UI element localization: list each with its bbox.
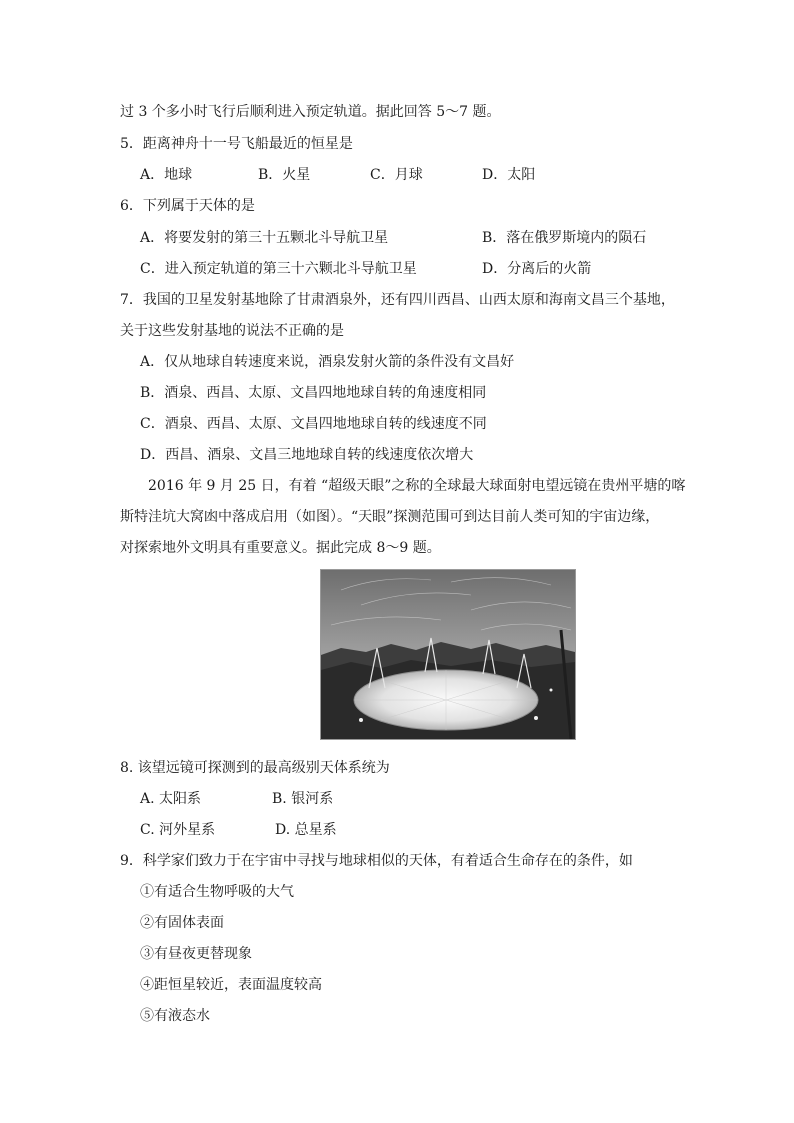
passage-2-line3: 对探索地外文明具有重要意义。据此完成 8～9 题。 <box>120 540 441 556</box>
question-6-option-a[interactable]: A．将要发射的第三十五颗北斗导航卫星 <box>140 230 389 246</box>
question-9-stem: 9．科学家们致力于在宇宙中寻找与地球相似的天体，有着适合生命存在的条件，如 <box>120 853 633 869</box>
fast-telescope-photo <box>320 569 576 740</box>
passage-2-line2: 斯特洼坑大窝凼中落成启用（如图）。“天眼”探测范围可到达目前人类可知的宇宙边缘， <box>120 509 660 525</box>
question-5-option-b[interactable]: B．火星 <box>258 167 311 183</box>
question-7-stem-line1: 7．我国的卫星发射基地除了甘肃酒泉外，还有四川西昌、山西太原和海南文昌三个基地， <box>120 292 675 308</box>
question-7-option-a[interactable]: A．仅从地球自转速度来说，酒泉发射火箭的条件没有文昌好 <box>140 354 515 370</box>
question-8-option-d[interactable]: D. 总星系 <box>275 822 337 838</box>
passage-2-line1: 2016 年 9 月 25 日，有着 “超级天眼”之称的全球最大球面射电望远镜在贵州平塘的喀 <box>148 478 686 494</box>
question-8-option-a[interactable]: A. 太阳系 <box>140 791 202 807</box>
question-7-option-c[interactable]: C．酒泉、西昌、太原、文昌四地地球自转的线速度不同 <box>140 416 487 432</box>
telescope-image <box>321 570 575 739</box>
question-7-option-d[interactable]: D．西昌、酒泉、文昌三地地球自转的线速度依次增大 <box>140 447 474 463</box>
question-9-item-2: ②有固体表面 <box>140 915 224 931</box>
question-8-option-b[interactable]: B. 银河系 <box>272 791 334 807</box>
question-5-option-a[interactable]: A．地球 <box>140 167 193 183</box>
question-7-option-b[interactable]: B．酒泉、西昌、太原、文昌四地地球自转的角速度相同 <box>140 385 487 401</box>
passage-intro-tail: 过 3 个多小时飞行后顺利进入预定轨道。据此回答 5～7 题。 <box>120 104 501 120</box>
question-5-option-d[interactable]: D．太阳 <box>482 167 536 183</box>
question-8-option-c[interactable]: C. 河外星系 <box>140 822 216 838</box>
question-6-option-d[interactable]: D．分离后的火箭 <box>482 261 592 277</box>
question-6-option-b[interactable]: B．落在俄罗斯境内的陨石 <box>482 230 647 246</box>
question-6-option-c[interactable]: C．进入预定轨道的第三十六颗北斗导航卫星 <box>140 261 417 277</box>
question-5-option-c[interactable]: C．月球 <box>370 167 423 183</box>
question-6-stem: 6．下列属于天体的是 <box>120 198 255 214</box>
question-9-item-5: ⑤有液态水 <box>140 1008 210 1024</box>
question-9-item-4: ④距恒星较近，表面温度较高 <box>140 977 322 993</box>
question-7-stem-line2: 关于这些发射基地的说法不正确的是 <box>120 323 344 339</box>
question-5-stem: 5．距离神舟十一号飞船最近的恒星是 <box>120 136 353 152</box>
question-9-item-1: ①有适合生物呼吸的大气 <box>140 884 294 900</box>
question-9-item-3: ③有昼夜更替现象 <box>140 946 252 962</box>
question-8-stem: 8. 该望远镜可探测到的最高级别天体系统为 <box>120 760 390 776</box>
